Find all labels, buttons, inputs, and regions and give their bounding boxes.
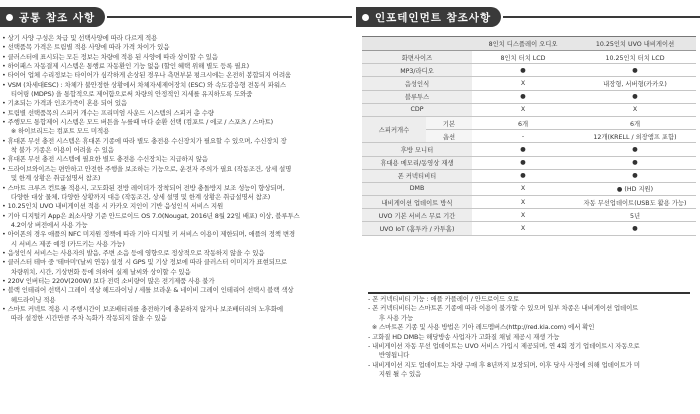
table-row — [362, 51, 696, 64]
note-item: • 휴대폰 무선 충전 시스템에 필요한 별도 충전용 수신장치는 지급하지 않음 — [2, 155, 208, 164]
infotainment-spec-table — [362, 36, 696, 236]
bullet-dot-icon — [6, 14, 13, 21]
note-item: • 220V 인버터는 220V(200W) 보다 전력 소비량이 많은 전기제품 사용 불가 — [2, 276, 215, 285]
row-value: 내장형, 서버형(카카오) — [574, 77, 696, 90]
row-label: MP3/라디오 — [362, 64, 472, 77]
row-label: CDP — [362, 103, 472, 116]
note-item: • 음성인식 서비스는 사용자의 발음, 주변 소음 등에 영향으로 정상적으로 작동하지 않을 수 있음 — [2, 248, 265, 257]
row-label: 내비게이션 업데이트 방식 — [362, 196, 472, 209]
note-item: • 클러스터 테마 중 '테마미'(날씨 연동) 설정 시 GPS 및 기상 정보에 따라 클러스터 이미지가 표현되므로 차량위치, 시간, 기상변화 등에 의하여 실제 날씨와 상이할 수 있음 — [2, 258, 287, 276]
note-item: • 주행모드 통합제어 시스템은 모드 버튼을 누를때 마다 순환 선택 (컴포트 / 에코 / 스포츠 / 스마트) ※ 하이브리드는 컴포트 모드 미적용 — [2, 118, 274, 136]
row-value: ● (HD 지원) — [574, 182, 696, 195]
row-label: UVO 기본 서비스 무료 기간 — [362, 209, 472, 222]
footnote-separator — [368, 292, 690, 294]
infotainment-section — [356, 0, 700, 379]
note-item: • 선택품목 가격은 트림별 적용 사양에 따라 가격 차이가 있음 — [2, 43, 170, 52]
note-item: • 스마트 커넥트 적용 시 주행시간이 보조배터리를 충전하기에 충분하지 않거나 보조배터리의 노후화에 따라 설정한 시간만큼 주차 녹화가 작동되지 않을 수 있음 — [2, 304, 284, 323]
row-sublabel: 기본 — [426, 116, 472, 129]
table-header-col2: 10.25인치 UVO 내비게이션 — [574, 37, 696, 51]
note-item: • 아이폰의 경우 애플의 NFC 미지원 정책에 따라 기아 디지털 키 서비스 이용이 제한되며, 애플의 정책 변경 시 서비스 제공 예정 (카드키는 사용 가능) — [2, 230, 296, 248]
row-value: X — [574, 103, 696, 116]
infotainment-title: 인포테인먼트 참조사항 — [375, 11, 492, 24]
footnote-item: - 폰 커넥티비티는 스마트폰 기종에 따라 이용이 불가할 수 있으며 일부 차종은 내비게이션 업데이트 후 사용 가능 — [368, 304, 639, 322]
row-value: X — [472, 222, 574, 235]
row-value: ● — [574, 169, 696, 182]
table-row — [362, 196, 696, 209]
note-item: • 블랙 인테리어 선택시 그레이 색상 헤드라이닝 / 세틀 브라운 & 네이비 그레이 인테리어 선택시 블랙 색상 헤드라이닝 적용 — [2, 286, 294, 304]
row-value: ● — [472, 169, 574, 182]
row-value: ● — [574, 90, 696, 103]
row-value: ● — [472, 64, 574, 77]
table-row — [362, 156, 696, 169]
note-item: • 기초되는 가격과 인조가죽이 혼용 되어 있음 — [2, 99, 128, 108]
table-row — [362, 143, 696, 156]
note-item: • 드라이브와이즈는 편안하고 안전한 주행을 보조하는 기능으로, 운전자 주의가 필요 (작동조건, 상세 설명 및 한계 상황은 취급설명서 참조) — [2, 164, 292, 183]
row-label: 블루투스 — [362, 90, 472, 103]
note-item: • 트림별 선택품목의 스피커 개수는 프리미엄 사운드 시스템의 스피커 총 수량 — [2, 108, 214, 117]
header-rule — [107, 16, 352, 18]
row-label: 폰 커넥티비티 — [362, 169, 472, 182]
table-header-col1: 8인치 디스플레이 오디오 — [472, 37, 574, 51]
row-value: 12개(KRELL / 외장앰프 포함) — [574, 130, 696, 143]
common-notes-title: 공통 참조 사항 — [19, 11, 96, 24]
note-item: • 상기 사양 구성은 차급 및 선택사양에 따라 다르게 적용 — [2, 34, 158, 42]
row-value: 8인치 터치 LCD — [472, 51, 574, 64]
row-label: DMB — [362, 182, 472, 195]
table-row — [362, 103, 696, 116]
row-value: ● — [574, 156, 696, 169]
note-item: • 클러스터에 표시되는 모든 정보는 차량에 적용 된 사양에 따라 상이할 수 있음 — [2, 52, 218, 61]
footnote-item: ※ 스마트폰 기종 및 사용 방법은 기아 레드멤버스(http://red.kia.com) 에서 확인 — [368, 323, 595, 332]
infotainment-footnotes — [368, 295, 694, 380]
row-value: 6개 — [574, 116, 696, 129]
note-item: • 스마트 크루즈 컨트롤 적용시, 고도화된 전방 레이더가 장착되어 전방 충돌방지 보조 성능이 향상되며, 다양한 대상 물체, 다양한 상황까지 대응 (작동조건, 상세 설명 및 한계 상황은 취급설명서 참조) — [2, 183, 285, 201]
bullet-dot-icon — [362, 14, 369, 21]
row-value: 자동 무선업데이트(USB도 활용 가능) — [574, 196, 696, 209]
header-rule — [503, 16, 700, 18]
common-notes-header — [0, 6, 352, 28]
note-item: • 휴대폰 무선 충전 시스템은 휴대폰 기종에 따라 별도 충전용 수신장치가 필요할 수 있으며, 수신장치 장 착 불가 기종은 이용이 어려울 수 있음 — [2, 136, 287, 155]
common-notes-section — [0, 0, 352, 324]
row-value: ● — [472, 143, 574, 156]
row-label: 후방 모니터 — [362, 143, 472, 156]
table-row — [362, 90, 696, 103]
footnote-item: - 고화질 HD DMB는 해당방송 사업자가 고화질 채널 제공시 재생 가능 — [368, 332, 560, 341]
note-item: • 10.25인치 UVO 내비게이션 적용 시 카카오 지인이 기반 음성인식 서비스 지원 — [2, 202, 224, 211]
row-value: 6개 — [472, 116, 574, 129]
row-value: X — [472, 77, 574, 90]
row-label: UVO IoT (홈투카 / 카투홈) — [362, 222, 472, 235]
row-value: - — [472, 130, 574, 143]
footnote-item: - 내비게이션 지도 업데이트는 차량 구매 후 8년까지 보장되며, 이후 당사 사정에 의해 업데이트가 미 지원 될 수 있음 — [368, 360, 641, 379]
footnote-item: - 폰 커넥티비티 기능 : 애플 카플레이 / 안드로이드 오토 — [368, 295, 520, 303]
table-row — [362, 182, 696, 195]
row-label: 스피커개수 — [362, 116, 426, 142]
row-value: ● — [472, 90, 574, 103]
row-value: ● — [472, 156, 574, 169]
table-row — [362, 116, 696, 129]
note-item: • 기아 디지털키 App은 최소사양 기준 안드로이드 OS 7.0(Nougat, 2016년 8월 22일 배포) 이상, 블루투스 4.2이상 버전에서 사용 가능 — [2, 211, 300, 229]
table-row — [362, 77, 696, 90]
table-row — [362, 64, 696, 77]
table-header-blank — [362, 37, 472, 51]
row-value: X — [472, 209, 574, 222]
row-value: X — [472, 182, 574, 195]
row-value: X — [472, 103, 574, 116]
row-value: ● — [574, 64, 696, 77]
table-row — [362, 209, 696, 222]
infotainment-header — [356, 6, 700, 28]
row-value: ● — [574, 222, 696, 235]
table-row — [362, 222, 696, 235]
row-value: X — [472, 196, 574, 209]
row-value: ● — [574, 143, 696, 156]
row-label: 음성인식 — [362, 77, 472, 90]
row-sublabel: 옵션 — [426, 130, 472, 143]
note-item: • 하이패스 자동결제 시스템은 통행료 자동환인 기능 없음 (할인 혜택 위해 별도 등록 필요) — [2, 62, 249, 71]
row-value: 10.25인치 터치 LCD — [574, 51, 696, 64]
row-value: 5년 — [574, 209, 696, 222]
infotainment-title-pill — [356, 7, 501, 27]
note-item: • 타이어 업체 수리정보는 타이어가 심각하게 손상된 경우나 측면부분 펑크시에는 온전히 봉합되지 어려움 — [2, 71, 292, 80]
footnote-item: - 내비게이션 자동 무선 업데이트는 UVO 서비스 가입시 제공되며, 연 4회 정기 업데이트시 자동으로 반영됩니다 — [368, 342, 640, 360]
row-label: 휴대용 메모리/동영상 재생 — [362, 156, 472, 169]
common-notes-title-pill — [0, 7, 105, 27]
table-row — [362, 169, 696, 182]
table-header-row — [362, 37, 696, 51]
row-label: 화면사이즈 — [362, 51, 472, 64]
common-notes-list — [0, 34, 352, 324]
note-item: • VSM (차세대ESC) : 차체가 불안정한 상황에서 차체자세제어장치 (ESC) 와 속도감응형 전동식 파워스 티어링 (MDPS) 을 통합적으로 제어함으로써 차량의 안정적인 지세를 유지하도록 도와줌 — [2, 80, 287, 99]
